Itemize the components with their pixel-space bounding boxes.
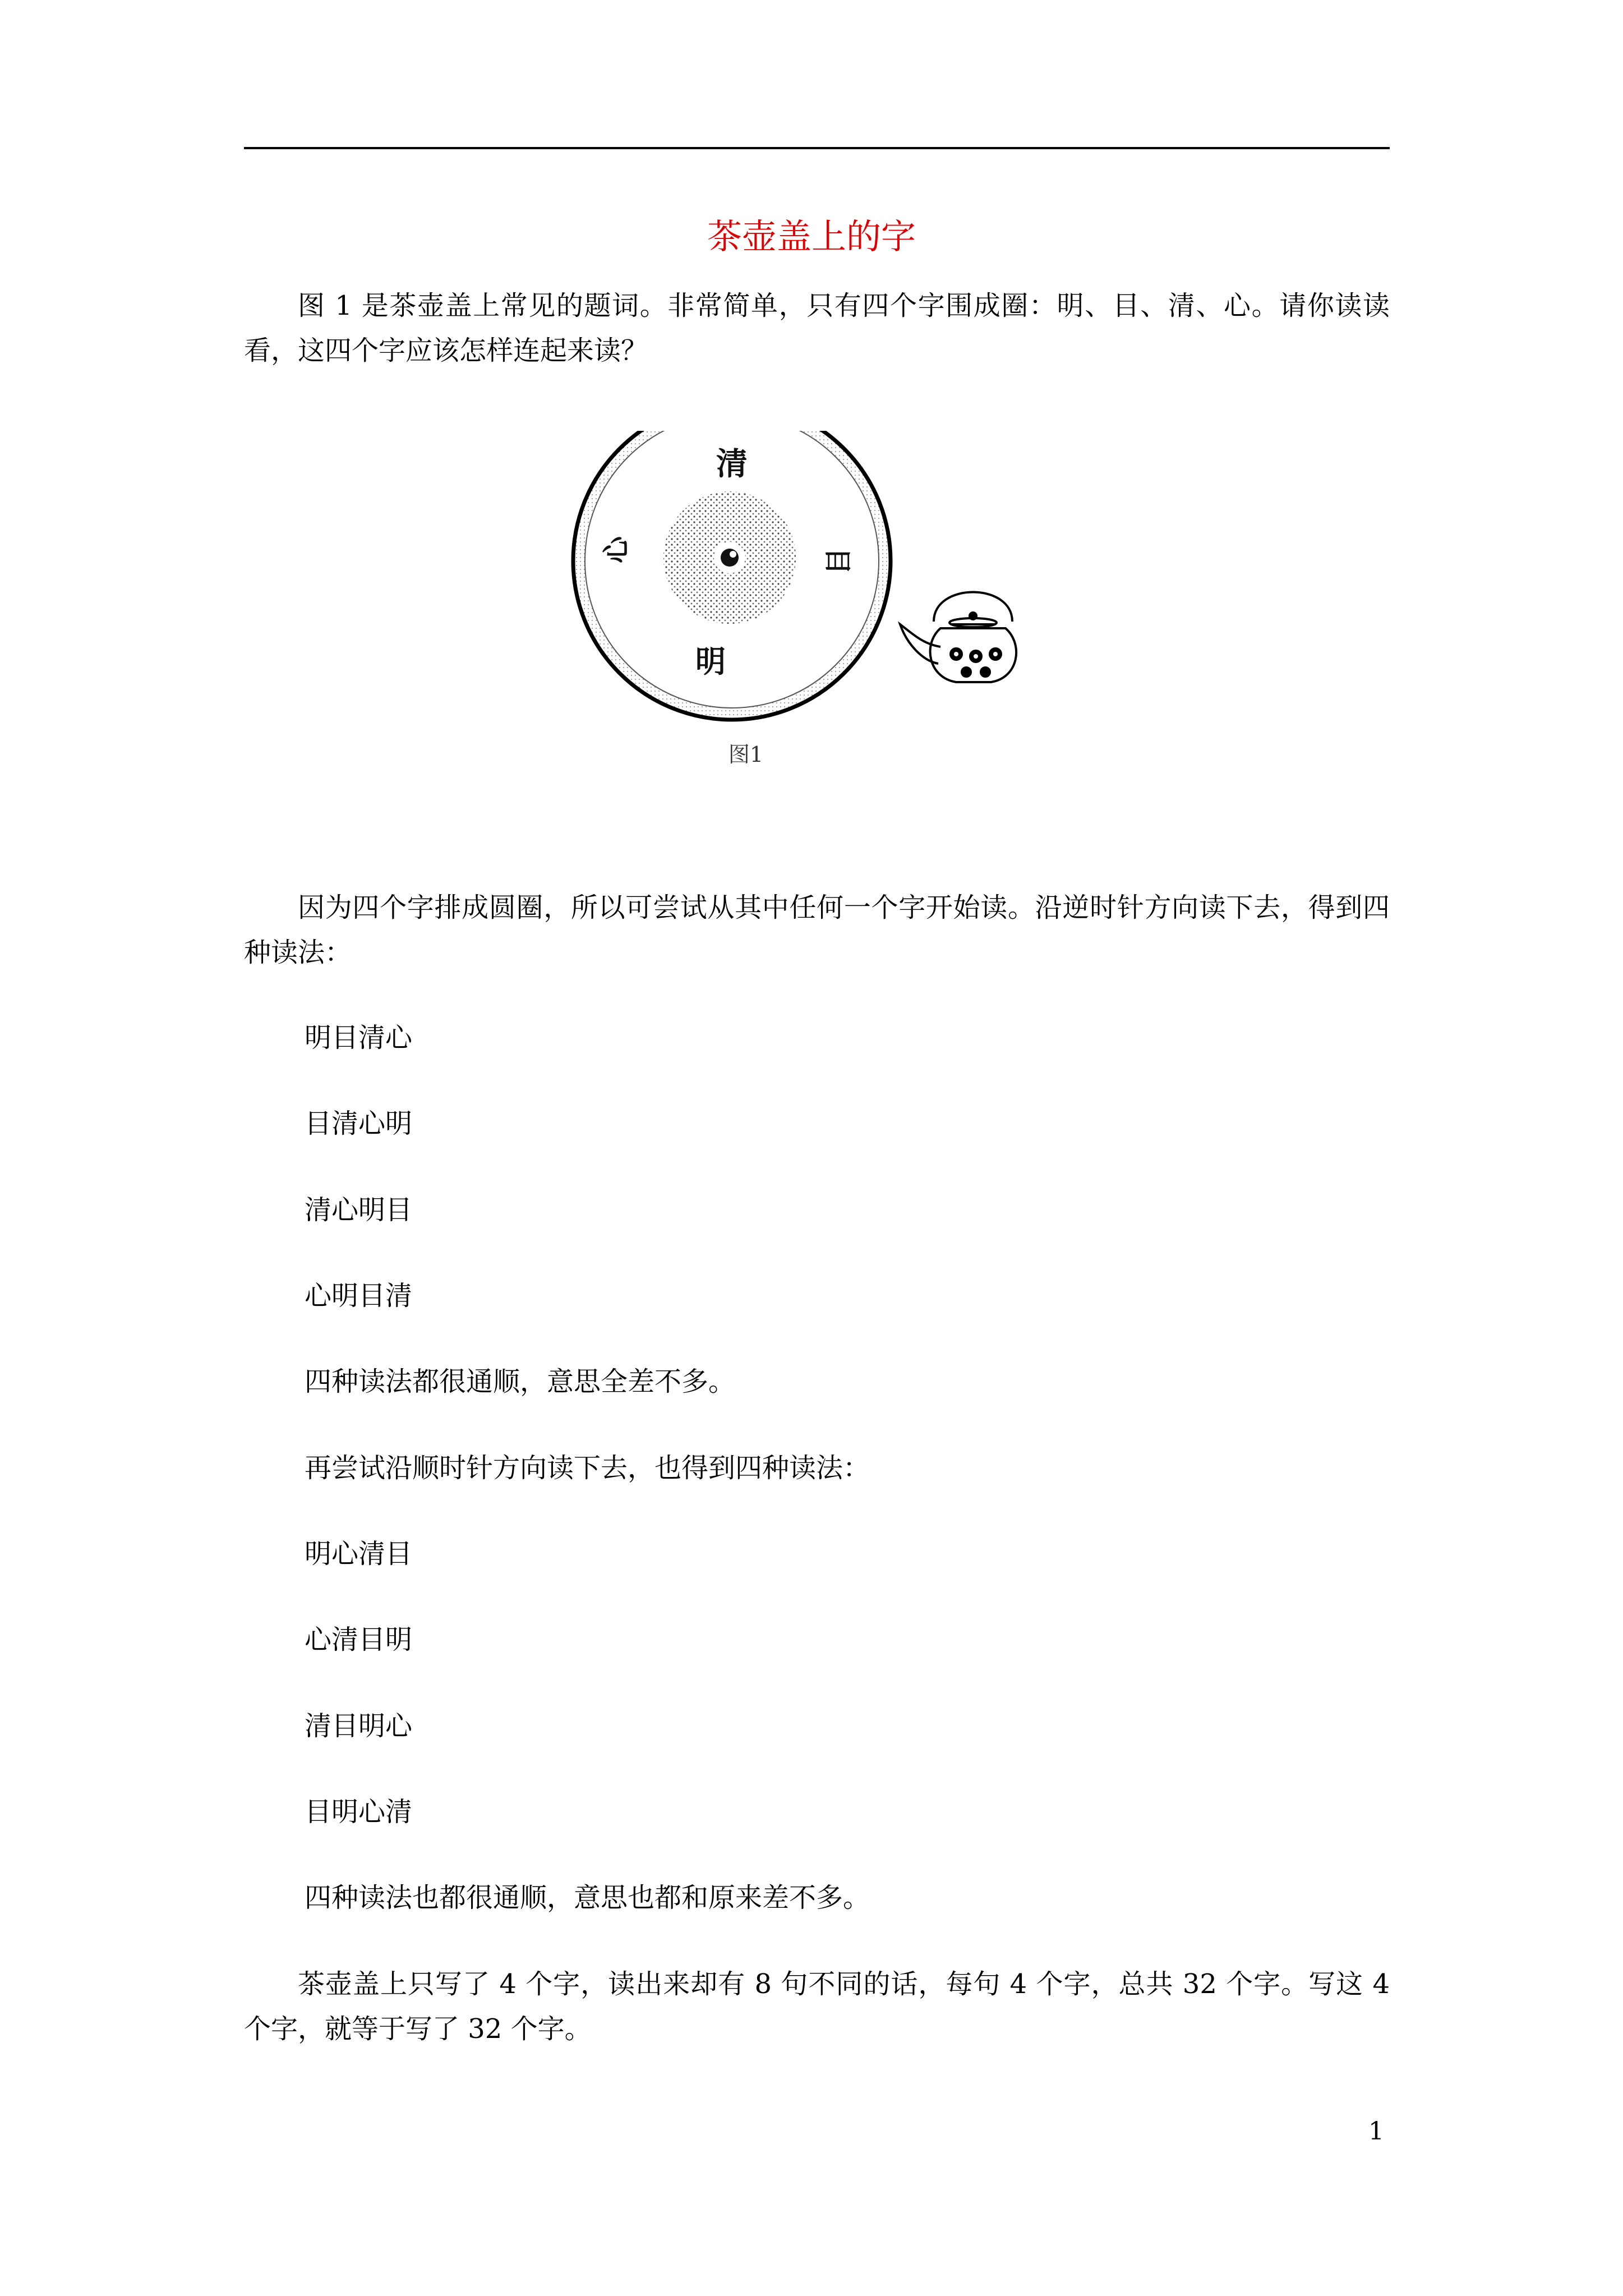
conclusion-paragraph: 茶壶盖上只写了 4 个字，读出来却有 8 句不同的话，每句 4 个字，总共 32 个字。写这 4 个字，就等于写了 32 个字。: [244, 1968, 1390, 2045]
cw-reading-4: 目明心清: [305, 1796, 413, 1828]
ccw-reading-4: 心明目清: [305, 1280, 413, 1312]
cw-summary: 四种读法也都很通顺，意思也都和原来差不多。: [305, 1882, 870, 1913]
figure-caption: 图1: [728, 742, 764, 767]
page-number: 1: [1368, 2117, 1384, 2146]
ccw-reading-2: 目清心明: [305, 1108, 413, 1139]
header-rule: [244, 147, 1390, 149]
lid-char-left: 心: [601, 536, 632, 564]
ccw-reading-1: 明目清心: [305, 1022, 413, 1053]
ccw-summary: 四种读法都很通顺，意思全差不多。: [305, 1366, 736, 1397]
ccw-reading-3: 清心明目: [305, 1194, 413, 1226]
teapot-icon: [900, 592, 1016, 683]
cw-reading-1: 明心清目: [305, 1538, 413, 1570]
cw-reading-3: 清目明心: [305, 1710, 413, 1742]
lid-char-right: 目: [822, 547, 853, 575]
intro-paragraph: 图 1 是茶壶盖上常见的题词。非常简单，只有四个字围成圈：明、目、清、心。请你读读看，这四个字应该怎样连起来读？: [244, 290, 1390, 366]
lid-char-bottom: 明: [695, 644, 726, 679]
cw-reading-2: 心清目明: [305, 1624, 413, 1655]
clockwise-paragraph: 再尝试沿顺时针方向读下去，也得到四种读法：: [305, 1452, 870, 1484]
lid-char-top: 清: [716, 446, 748, 482]
teapot-lid-figure: [564, 431, 1068, 767]
document-title: 茶壶盖上的字: [707, 216, 916, 257]
counterclockwise-paragraph: 因为四个字排成圆圈，所以可尝试从其中任何一个字开始读。沿逆时针方向读下去，得到四种读法：: [244, 892, 1390, 968]
